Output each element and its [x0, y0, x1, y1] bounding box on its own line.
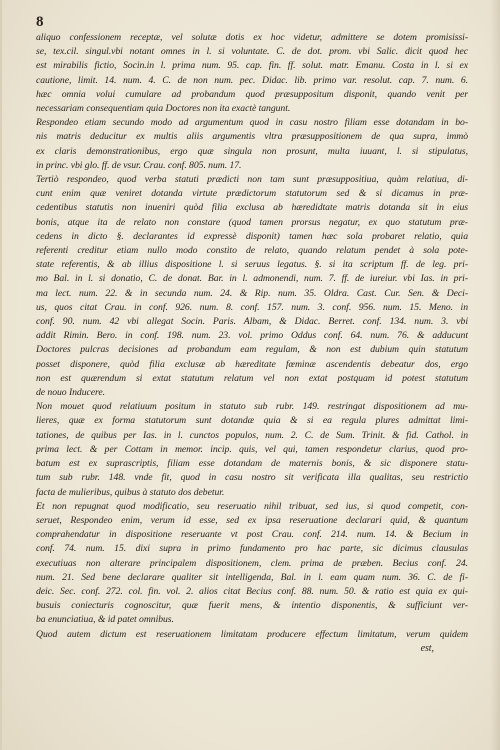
- text-line: nis matris deducitur ex multis aliis argumentis vltra præsuppositionem de qua supra, immò: [36, 131, 468, 143]
- text-line: necessariam consequentiam quia Doctores non ita exactè tangunt.: [36, 103, 291, 115]
- body-text: [36, 31, 468, 656]
- text-line: cedens in dicto §. declarantes id expressè disponit) tamen hæc sola probaret relatio, quia: [36, 230, 468, 242]
- paragraph-3: [36, 173, 468, 400]
- text-line: Tertiò respondeo, quod verba statuti prædicti non tam sunt præsuppositiua, quàm relatiua, di-: [36, 174, 468, 186]
- text-line: cunt enim quæ veniret dotanda virtute prædictorum statutorum sed & si dicamus in præ-: [36, 188, 468, 200]
- page-edge-shadow: [490, 0, 500, 750]
- text-line: seruet, Respondeo enim, verum id esse, sed ex ipsa reseruatione declarari quid, & quantum: [36, 514, 468, 526]
- text-line: num. 21. Sed bene declarare qualiter sit intelligenda, Bal. in l. eam quam num. 36. C. de fi-: [36, 571, 468, 583]
- text-line: in princ. vbi glo. ff. de vsur. Crau. conf. 805. num. 17.: [36, 159, 242, 171]
- text-line: se, tex.cil. singul.vbi notant omnes in l. si voluntate. C. de dot. prom. vbi Salic. dicit quod hec: [36, 46, 468, 58]
- text-line: Et non repugnat quod modificatio, seu reseruatio nihil tribuat, sed ius, si quod competit, con-: [36, 500, 468, 512]
- text-line: Non mouet quod relatiuum positum in statuto sub rubr. 149. restringat dispositionem ad mu-: [36, 401, 468, 413]
- text-line: referenti creditur etiam nullo modo constito de relato, quando relatum pendet à sola pote-: [36, 245, 468, 257]
- text-line: aliquo confessionem receptæ, vel solutæ dotis ex hoc videtur, admittere se dotem promisissi-: [36, 32, 468, 43]
- text-line: conf. 90. num. 42 vbi allegat Socin. Paris. Albam, & Didac. Berret. conf. 134. num. 3. vbi: [36, 316, 468, 328]
- text-line: prima lect. & per Cottam in memor. incip. quis, vel qui, tamen respondetur clarius, quod pro-: [36, 443, 468, 455]
- text-line: cedentibus statutis non inueniri quòd filia exclusa ab hæredidtate matris dotanda sit in eius: [36, 202, 468, 214]
- text-line: us, quos citat Crau. in conf. 926. num. 8. conf. 157. num. 3. conf. 956. num. 15. Meno. in: [36, 301, 468, 313]
- text-line: non est quærendum si extat statutum relatum vel non extat postquam id potest statutum: [36, 372, 468, 384]
- text-line: ba enunciatiua, & id patet omnibus.: [36, 614, 174, 626]
- paragraph-6: [36, 628, 468, 642]
- catchword: est,: [420, 642, 434, 654]
- text-line: batum est ex suprascriptis, filiam esse dotandam de maternis bonis, & sic disponere statu-: [36, 458, 468, 470]
- page-number: 8: [36, 14, 44, 30]
- text-line: comprahendatur in dispositione reseruante vt post Crau. conf. 214. num. 14. & Becium in: [36, 529, 468, 541]
- text-line: tationes, de quibus per Ias. in l. cunctos populos, num. 2. C. de Sum. Trinit. & fid. Cathol. in: [36, 429, 468, 441]
- paragraph-5: [36, 500, 468, 628]
- text-line: hæc omnia volui cumulare ad probandum quod præsuppositum disponit, quando venit per: [36, 88, 468, 100]
- text-line: mo Bal. in l. si donatio, C. de donat. Bar. in l. admonendi, num. 7. ff. de iureiur. vbi Ias. in pri-: [36, 273, 468, 285]
- text-line: lieres, quæ ex forma statutorum sunt dotandæ quia & si ea regula plures admittat limi-: [36, 415, 468, 427]
- text-line: facta de mulieribus, quibus à statuto dos debetur.: [36, 486, 225, 498]
- text-line: executiuas non alterare principalem dispositionem, clem. prima de præben. Becius conf. 24.: [36, 557, 468, 569]
- text-line: conf. 74. num. 15. dixi supra in primo fundamento pro hac parte, sic dicimus clausulas: [36, 543, 468, 555]
- text-line: state referentis, & ab illius dispositione l. si seruus legatus. §. si ita scriptum ff. de leg. pri-: [36, 259, 468, 271]
- text-line: Respondeo etiam secundo modo ad argumentum quod in casu nostro filiam esse dotandam in bo-: [36, 117, 468, 129]
- paragraph-2: [36, 116, 468, 173]
- text-line: deic. Sec. conf. 272. col. fin. vol. 2. alios citat Becius conf. 88. num. 50. & ratio est quia ex qui-: [36, 585, 468, 597]
- text-line: bonis, atque ita de relato non constare (quod tamen prorsus negatur, ex quo statutum præ-: [36, 216, 468, 228]
- text-line: posset disponere, quòd filia exclusæ ab hæreditate fœminæ ascendentis debeatur dos, ergo: [36, 358, 468, 370]
- paragraph-4: [36, 400, 468, 499]
- text-line: cautione, limit. 14. num. 4. C. de non num. pec. Didac. lib. primo var. resolut. cap. 7. num. 6.: [36, 74, 468, 86]
- text-line: ma lect. num. 22. & in secunda num. 24. & Rip. num. 35. Oldra. Cast. Cur. Sen. & Deci-: [36, 287, 468, 299]
- text-line: est mirabilis fictio, Socin.in l. prima num. 95. cap. fin. ff. solut. matr. Emanu. Costa in l. si ex: [36, 60, 468, 72]
- text-line: Quod autem dictum est reseruationem limitatam producere effectum limitatum, verum quidem: [36, 628, 468, 640]
- paragraph-1: [36, 31, 468, 116]
- text-line: addit Rimin. Bero. in conf. 198. num. 23. vol. primo Oddus conf. 64. num. 76. & adducunt: [36, 330, 468, 342]
- text-line: Doctores pulcras decisiones ad probandum eam regulam, & non est dubium quin statutum: [36, 344, 468, 356]
- text-line: ex claris demonstrationibus, ergo quæ singula non prosunt, multa iuuant, l. si stipulatus,: [36, 145, 468, 157]
- text-line: busuis coniecturis cognoscitur, quæ fuerit mens, & intentio disponentis, & sufficiunt ver-: [36, 600, 468, 612]
- text-line: de nouo Inducere.: [36, 387, 106, 399]
- text-line: tum sub rubr. 148. vnde fit, quod in casu nostro sit verificata illa qualitas, seu restrictio: [36, 472, 468, 484]
